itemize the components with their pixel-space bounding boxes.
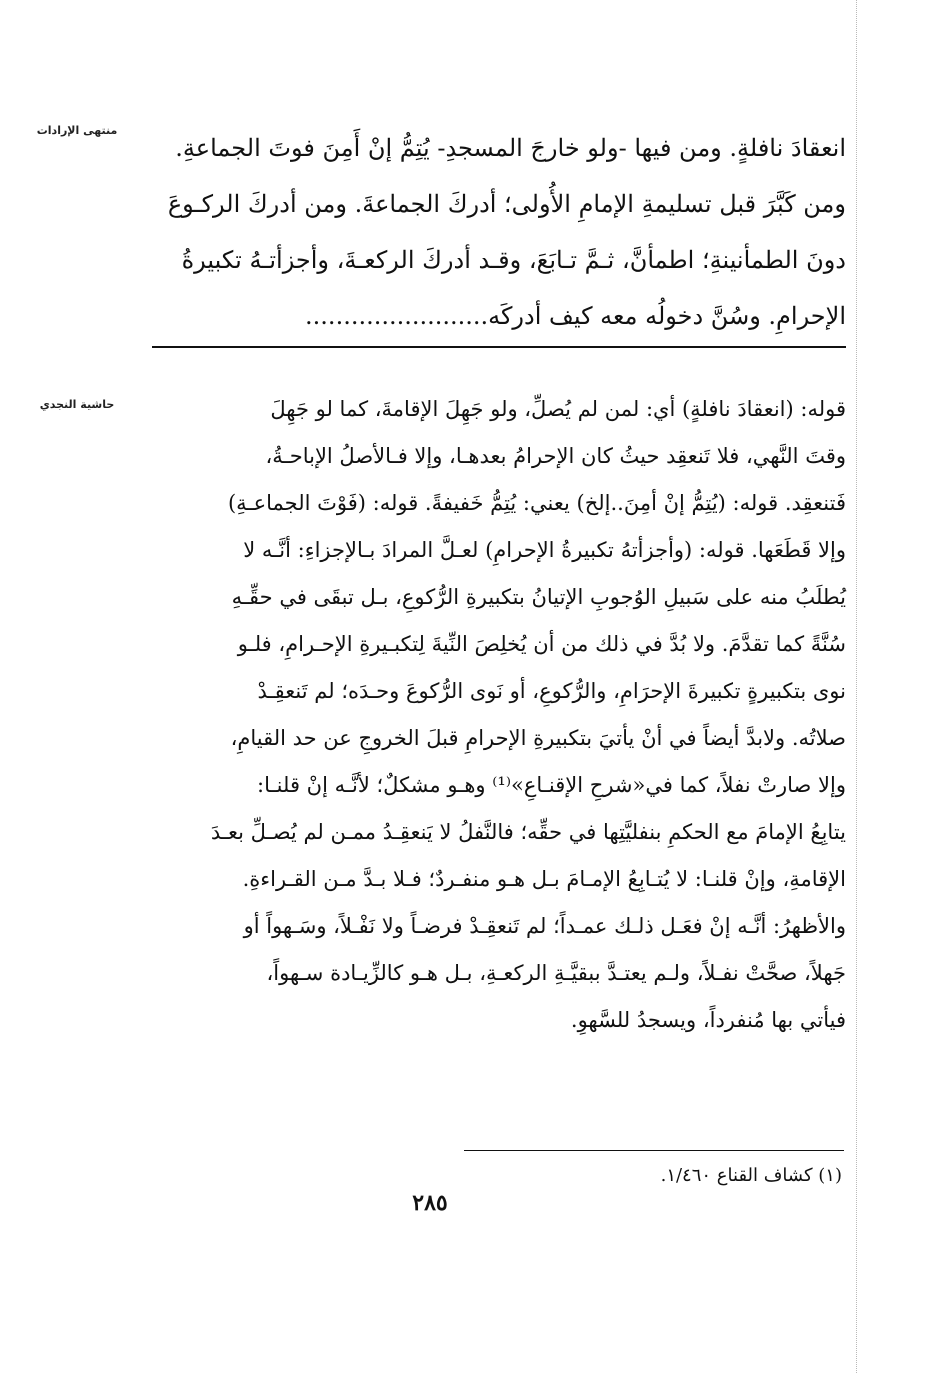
side-label-main-text: منتهى الإرادات: [36, 124, 118, 137]
main-text-block: [156, 120, 846, 344]
commentary-line: سُنَّةً كما تقدَّمَ. ولا بُدَّ في ذلك من أن يُخلِصَ النِّيةَ لِتكبـيرةِ الإحـرامِ، فلـو: [237, 632, 846, 656]
main-text-line: الإحرامِ. وسُنَّ دخولُه معه كيف أدركَه........................: [305, 302, 846, 330]
commentary-line: والأظهرُ: أنَّـه إنْ فعَـل ذلـك عمـداً؛ لم تَنعقِـدْ فرضـاً ولا نَفْـلاً، وسَـهواً أو: [243, 914, 846, 938]
page-number: ٢٨٥: [412, 1190, 448, 1216]
footnote-divider: [464, 1150, 844, 1151]
section-divider: [152, 346, 846, 348]
commentary-line: فَتنعقِد. قوله: (يُتِمُّ إنْ أمِنَ..إلخ) يعني: يُتِمُّ خَفيفةً. قوله: (فَوْتَ الجماعـةِ): [227, 491, 846, 515]
commentary-line: وقتَ النَّهي، فلا تَنعقِد حيثُ كان الإحرامُ بعدهـا، وإلا فـالأصلُ الإباحـةُ،: [265, 444, 846, 468]
main-text-line: انعقادَ نافلةٍ. ومن فيها -ولو خارجَ المسجدِ- يُتِمُّ إنْ أَمِنَ فوتَ الجماعةِ.: [175, 134, 846, 162]
commentary-line: وإلا صارتْ نفلاً، كما في«شرحِ الإقنـاعِ»⁽¹⁾ وهـو مشكلٌ؛ لأنَّـه إنْ قلنـا:: [257, 773, 846, 797]
commentary-line: يتابِعُ الإمامَ مع الحكمِ بنفليَّتِها في حقِّه؛ فالنَّفلُ لا يَنعقِـدُ ممـن لم يُصـلِّ بعـدَ: [210, 820, 846, 844]
commentary-line: نوى بتكبيرةٍ تكبيرةَ الإحرَامِ، والرُّكوعِ، أو نَوى الرُّكوعَ وحـدَه؛ لم تَنعقِـدْ: [257, 679, 846, 703]
commentary-line: جَهلاً، صحَّتْ نفـلاً، ولـم يعتـدَّ ببقيَّـةِ الركعـةِ، بـل هـو كالزِّيـادة سـهواً،: [266, 961, 846, 985]
side-label-commentary: حاشية النجدي: [39, 398, 115, 411]
commentary-line: صلاتُه. ولابدَّ أيضاً في أنْ يأتيَ بتكبيرةِ الإحرامِ قبلَ الخروجِ عن حد القيامِ،: [230, 726, 846, 750]
footnote-text: (١) كشاف القناع ١/٤٦٠.: [660, 1165, 842, 1186]
commentary-text-block: [156, 386, 846, 1044]
commentary-line: وإلا قَطَعَها. قوله: (وأجزأتهُ تكبيرةُ الإحرامِ) لعـلَّ المرادَ بـالإجزاءِ: أنَّـه لا: [243, 538, 846, 562]
commentary-line: قوله: (انعقادَ نافلةٍ) أي: لمن لم يُصلِّ، ولو جَهِلَ الإقامةَ، كما لو جَهِلَ: [270, 397, 846, 421]
commentary-line: الإقامةِ، وإنْ قلنـا: لا يُتـابِعُ الإمـامَ بـل هـو منفـردٌ؛ فـلا بـدَّ مـن القـراءةِ.: [242, 867, 846, 891]
page-edge-dotted-line: [856, 0, 857, 1373]
main-text-line: دونَ الطمأنينةِ؛ اطمأنَّ، ثـمَّ تـابَعَ، وقـد أدركَ الركعـةَ، وأجزأتـهُ تكبيرةُ: [181, 246, 846, 274]
commentary-line: فيأتي بها مُنفرداً، ويسجدُ للسَّهوِ.: [570, 1008, 846, 1032]
main-text-line: ومن كَبَّرَ قبل تسليمةِ الإمامِ الأُولى؛ أدركَ الجماعةَ. ومن أدركَ الركـوعَ: [167, 190, 846, 218]
commentary-line: يُطلَبُ منه على سَبيلِ الوُجوبِ الإتيانُ بتكبيرةِ الرُّكوعِ، بـل تبقَى في حقِّـهِ: [231, 585, 846, 609]
